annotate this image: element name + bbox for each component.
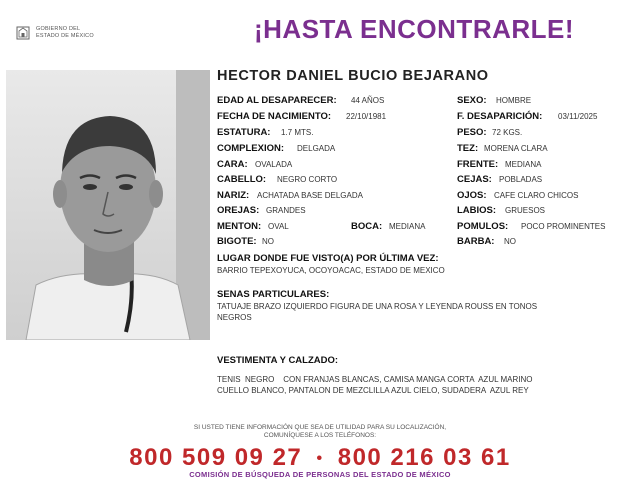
headline: ¡HASTA ENCONTRARLE! bbox=[254, 14, 575, 44]
cara-value: OVALADA bbox=[255, 160, 293, 169]
cejas-value: POBLADAS bbox=[499, 175, 543, 184]
boca-label: BOCA: bbox=[351, 221, 383, 232]
frente-value: MEDIANA bbox=[505, 160, 542, 169]
footer-note-line-2: COMUNÍQUESE A LOS TELÉFONOS: bbox=[263, 432, 377, 439]
menton-label: MENTON: bbox=[217, 221, 262, 232]
footer-note-line-1: SI USTED TIENE INFORMACIÓN QUE SEA DE UTILIDAD PARA SU LOCALIZACIÓN, bbox=[193, 424, 447, 431]
estatura-label: ESTATURA: bbox=[217, 127, 271, 138]
cabello-value: NEGRO CORTO bbox=[277, 175, 338, 184]
ojos-value: CAFE CLARO CHICOS bbox=[494, 191, 579, 200]
boca-value: MEDIANA bbox=[389, 222, 426, 231]
lugar-title: LUGAR DONDE FUE VISTO(A) POR ÚLTIMA VEZ: bbox=[217, 253, 439, 264]
complexion-value: DELGADA bbox=[297, 144, 336, 153]
frente-label: FRENTE: bbox=[457, 159, 499, 170]
sexo-value: HOMBRE bbox=[496, 96, 532, 105]
bigote-label: BIGOTE: bbox=[217, 236, 257, 247]
nariz-value: ACHATADA BASE DELGADA bbox=[257, 191, 363, 200]
estatura-value: 1.7 MTS. bbox=[281, 128, 314, 137]
labios-value: GRUESOS bbox=[505, 206, 546, 215]
nacimiento-value: 22/10/1981 bbox=[346, 112, 387, 121]
nacimiento-label: FECHA DE NACIMIENTO: bbox=[217, 111, 331, 122]
edad-value: 44 AÑOS bbox=[351, 96, 385, 105]
logo-text bbox=[36, 26, 94, 40]
nariz-label: NARIZ: bbox=[217, 190, 250, 201]
tez-value: MORENA CLARA bbox=[484, 144, 548, 153]
person-name: HECTOR DANIEL BUCIO BEJARANO bbox=[217, 68, 489, 84]
sexo-label: SEXO: bbox=[457, 95, 487, 106]
tez-label: TEZ: bbox=[457, 143, 479, 154]
phone-1[interactable]: 800 509 09 27 bbox=[129, 444, 303, 471]
phone-2[interactable]: 800 216 03 61 bbox=[337, 444, 511, 471]
person-photo bbox=[6, 70, 210, 340]
phone-numbers bbox=[0, 444, 640, 472]
cejas-label: CEJAS: bbox=[457, 174, 492, 185]
peso-label: PESO: bbox=[457, 127, 487, 138]
pomulos-label: POMULOS: bbox=[457, 221, 509, 232]
footer-org: COMISIÓN DE BÚSQUEDA DE PERSONAS DEL ESTADO DE MÉXICO bbox=[189, 470, 451, 479]
cabello-label: CABELLO: bbox=[217, 174, 267, 185]
peso-value: 72 KGS. bbox=[492, 128, 523, 137]
vestimenta-title: VESTIMENTA Y CALZADO: bbox=[217, 355, 339, 366]
phone-separator: • bbox=[316, 449, 324, 467]
orejas-label: OREJAS: bbox=[217, 205, 260, 216]
logo-line-2: ESTADO DE MÉXICO bbox=[36, 33, 94, 39]
vestimenta-line-2: CUELLO BLANCO, PANTALON DE MEZCLILLA AZUL CIELO, SUDADERA AZUL REY bbox=[217, 386, 529, 395]
desaparicion-value: 03/11/2025 bbox=[558, 112, 598, 121]
bigote-value: NO bbox=[262, 237, 274, 246]
pomulos-value: POCO PROMINENTES bbox=[521, 222, 606, 231]
orejas-value: GRANDES bbox=[266, 206, 306, 215]
menton-value: OVAL bbox=[268, 222, 289, 231]
senas-title: SENAS PARTICULARES: bbox=[217, 289, 330, 300]
senas-line-1: TATUAJE BRAZO IZQUIERDO FIGURA DE UNA ROSA Y LEYENDA ROUSS EN TONOS bbox=[217, 302, 538, 311]
state-seal-icon bbox=[14, 24, 32, 42]
photo-illustration bbox=[6, 70, 210, 340]
senas-line-2: NEGROS bbox=[217, 313, 252, 322]
desaparicion-label: F. DESAPARICIÓN: bbox=[457, 111, 543, 122]
barba-value: NO bbox=[504, 237, 516, 246]
ojos-label: OJOS: bbox=[457, 190, 487, 201]
government-logo bbox=[14, 24, 124, 44]
vestimenta-line-1: TENIS NEGRO CON FRANJAS BLANCAS, CAMISA MANGA CORTA AZUL MARINO bbox=[217, 375, 533, 384]
lugar-text: BARRIO TEPEXOYUCA, OCOYOACAC, ESTADO DE MEXICO bbox=[217, 266, 445, 275]
cara-label: CARA: bbox=[217, 159, 248, 170]
complexion-label: COMPLEXION: bbox=[217, 143, 285, 154]
labios-label: LABIOS: bbox=[457, 205, 497, 216]
edad-label: EDAD AL DESAPARECER: bbox=[217, 95, 337, 106]
logo-line-1: GOBIERNO DEL bbox=[36, 26, 81, 32]
footer-note bbox=[0, 424, 640, 440]
barba-label: BARBA: bbox=[457, 236, 495, 247]
